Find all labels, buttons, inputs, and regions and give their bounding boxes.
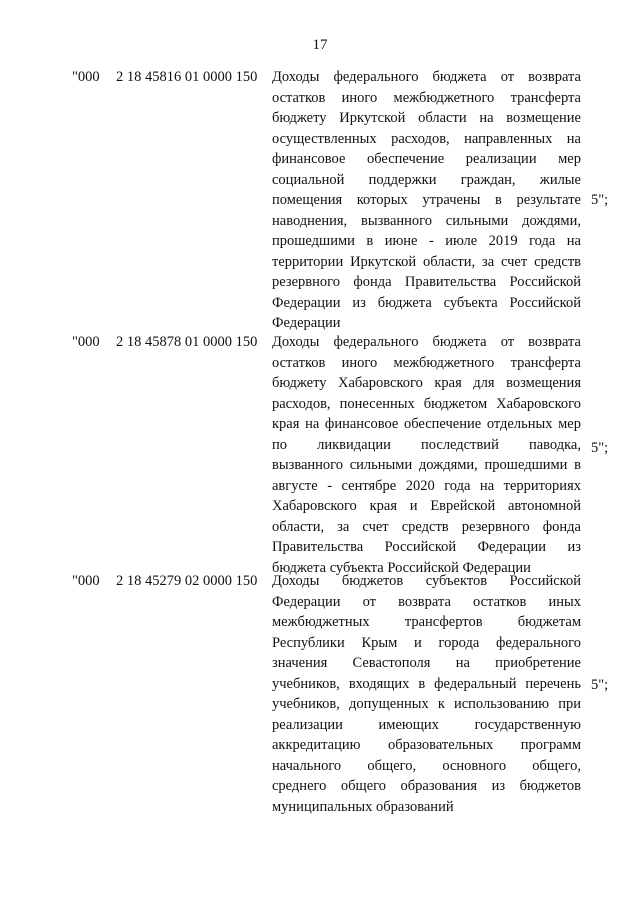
- description-line: учебников, допущенных к использованию при: [272, 696, 581, 712]
- description-line: Правительства Российской Федерации из: [272, 539, 581, 555]
- description-line: наводнения, вызванного сильными дождями,: [272, 212, 581, 229]
- description-line: резервного фонда Правительства Российской: [272, 274, 581, 290]
- description-line: остатков иного межбюджетного трансферта: [272, 89, 581, 106]
- entry-amount: 5";: [591, 192, 609, 208]
- description-line: бюджета субъекта Российской Федерации: [272, 559, 531, 576]
- description-line: расходов, понесенных бюджетом Хабаровского: [272, 395, 581, 412]
- budget-entry: [0, 571, 640, 817]
- description-line: реализации имеющих государственную: [272, 716, 581, 733]
- description-line: Федерации: [272, 315, 341, 331]
- description-line: помещения которых утрачены в результате: [272, 192, 581, 208]
- code-prefix: "000: [72, 69, 100, 85]
- description-line: бюджету Хабаровского края для возмещения: [272, 375, 581, 391]
- description-line: аккредитацию образовательных программ: [272, 737, 581, 753]
- description-line: межбюджетных трансфертов бюджетам: [272, 614, 581, 630]
- description-line: бюджету Иркутской области на возмещение: [272, 110, 581, 126]
- entry-description: [272, 67, 581, 334]
- description-line: финансовое обеспечение реализации мер: [272, 151, 581, 167]
- description-line: остатков иного межбюджетного трансферта: [272, 354, 581, 371]
- budget-classification-code: 2 18 45816 01 0000 150: [116, 69, 258, 85]
- description-line: среднего общего образования из бюджетов: [272, 778, 581, 794]
- description-line: Федерации от возврата остатков иных: [272, 593, 581, 610]
- description-line: прошедшими в июне - июле 2019 года на: [272, 233, 581, 249]
- entry-description: [272, 571, 581, 817]
- code-prefix: "000: [72, 573, 100, 589]
- description-line: учебников, входящих в федеральный перечень: [272, 675, 581, 692]
- budget-entry: [0, 332, 640, 578]
- description-line: Доходы федерального бюджета от возврата: [272, 69, 581, 85]
- entry-description: [272, 332, 581, 578]
- description-line: осуществленных расходов, направленных на: [272, 130, 581, 147]
- description-line: области, за счет средств резервного фонда: [272, 518, 581, 535]
- description-line: начального общего, основного общего,: [272, 757, 581, 774]
- budget-entry: [0, 67, 640, 334]
- description-line: края на финансовое обеспечение отдельных мер: [272, 416, 581, 432]
- budget-classification-code: 2 18 45878 01 0000 150: [116, 334, 258, 350]
- description-line: Республики Крым и города федерального: [272, 634, 581, 651]
- description-line: значения Севастополя на приобретение: [272, 655, 581, 671]
- description-line: Федерации из бюджета субъекта Российской: [272, 294, 581, 311]
- code-prefix: "000: [72, 334, 100, 350]
- description-line: территории Иркутской области, за счет средств: [272, 253, 581, 270]
- description-line: социальной поддержки граждан, жилые: [272, 171, 581, 188]
- page-number: 17: [312, 37, 328, 53]
- description-line: августе - сентябре 2020 года на территориях: [272, 477, 581, 494]
- description-line: муниципальных образований: [272, 798, 454, 815]
- description-line: по ликвидации последствий паводка,: [272, 436, 581, 453]
- entry-amount: 5";: [591, 677, 609, 693]
- description-line: Доходы федерального бюджета от возврата: [272, 334, 581, 350]
- entry-amount: 5";: [591, 440, 609, 456]
- description-line: Доходы бюджетов субъектов Российской: [272, 573, 581, 589]
- description-line: Хабаровского края и Еврейской автономной: [272, 498, 581, 514]
- description-line: вызванного сильными дождями, прошедшими в: [272, 457, 581, 473]
- budget-classification-code: 2 18 45279 02 0000 150: [116, 573, 258, 589]
